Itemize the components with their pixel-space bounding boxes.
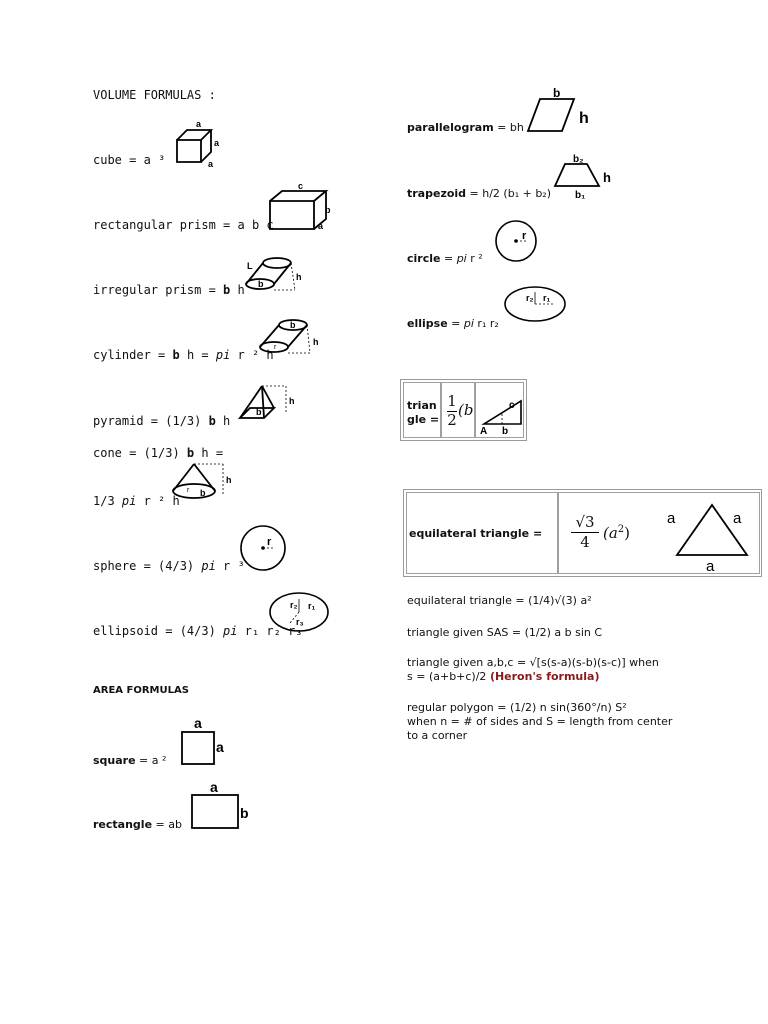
triangle-frac-tail: (b [458,401,474,419]
circle-diagram [493,220,543,265]
pyramid-label-h: h [289,396,295,406]
cube-label-side: a [214,138,220,148]
square-formula [93,754,166,767]
triangle-frac-num: 1 [447,392,457,410]
equilateral-diagram [667,497,759,575]
cone-label-r: r [187,487,190,494]
triangle-table [400,379,527,441]
parallelogram-formula-text: = bh [493,121,524,134]
circle-formula-post: r ² [466,252,483,265]
triangle-label-1: trian [407,399,437,412]
triangle-label-A: A [480,426,488,437]
ellipse-diagram [503,284,571,329]
rect-prism-diagram [265,183,340,235]
ellipse-pi: pi [463,317,474,330]
equilateral-exp: 2 [617,524,625,535]
pyramid-prefix: pyramid = (1/3) [93,414,209,428]
sphere-label-r: r [267,536,272,548]
rect-prism-label-b: b [325,205,331,215]
irregular-prism-prefix: irregular prism = [93,283,224,297]
circle-label: circle [407,252,441,265]
parallelogram-formula [407,121,524,134]
cone-suffix: h = [194,446,224,460]
ellipsoid-prefix: ellipsoid = (4/3) [93,624,224,638]
trapezoid-label: trapezoid [407,187,467,200]
ellipsoid-pi: pi [223,624,238,638]
triangle-diagram [476,383,523,437]
ellipse-label-r1: r₁ [543,293,551,303]
triangle-fraction [447,393,457,428]
square-label: square [93,754,136,767]
square-label-top: a [194,715,202,731]
cone2-pi: pi [121,494,137,508]
ellipsoid-diagram [268,591,333,636]
irregular-prism-label-L: L [247,261,253,271]
equilateral-tail [603,524,630,542]
equilateral-close: ) [624,524,631,542]
triangle-label-2: gle = [407,413,440,426]
cylinder-mid: h = [179,348,216,362]
equilateral-formula-cell [558,492,760,574]
ellipse-label: ellipse [407,317,448,330]
cone-diagram [170,462,245,504]
parallelogram-label-h: h [579,110,589,127]
sphere-prefix: sphere = (4/3) [93,559,202,573]
circle-formula-pre: = [440,252,457,265]
equilateral-label-bottom: a [706,558,715,575]
rectangle-label-side: b [240,805,249,821]
cylinder-b: b [172,348,180,362]
cube-label-top: a [196,119,202,129]
sas-text: triangle given SAS = (1/2) a b sin C [407,626,603,639]
trapezoid-formula [407,187,551,200]
rectangle-label: rectangle [93,818,153,831]
cylinder-label-h: h [313,337,319,347]
square-formula-text: = a ² [135,754,167,767]
ellipse-label-r2: r₂ [526,293,534,303]
sphere-diagram [238,524,288,574]
equilateral-table [403,489,762,577]
equilateral-fraction [571,513,599,551]
triangle-label-cell [403,382,441,438]
irregular-prism-suffix: h [230,283,245,297]
ellipsoid-label-r1: r₁ [308,601,316,611]
cube-formula: cube = a ³ [93,153,166,167]
rectangle-label-top: a [210,779,218,795]
herons-formula-label: (Heron's formula) [489,670,600,683]
sphere-formula [93,559,245,573]
cone-label-h: h [226,475,232,485]
trapezoid-label-b1: b₁ [575,190,586,201]
sphere-pi: pi [201,559,216,573]
square-label-side: a [216,739,224,755]
heron-line-1: triangle given a,b,c = √[s(s-a)(s-b)(s-c)] when [407,656,659,669]
rectangle-diagram [190,779,260,834]
rect-prism-label-c: c [298,181,304,191]
triangle-formula-cell [441,382,475,438]
ellipsoid-label-r2: r₂ [290,600,298,610]
cube-label-bottom: a [208,159,214,169]
cone-prefix: cone = (1/3) [93,446,187,460]
trapezoid-formula-text: = h/2 (b₁ + b₂) [466,187,552,200]
pyramid-formula [93,414,230,428]
cylinder-suffix: r ² h [230,348,274,362]
equilateral-label: equilateral triangle = [409,527,543,540]
trapezoid-label-b2: b₂ [573,154,584,165]
cone-label-b: b [200,488,206,498]
irregular-prism-diagram [243,252,313,300]
rect-prism-label-a: a [318,221,324,231]
heron-line-2-pre: s = (a+b+c)/2 [407,670,490,683]
rectangle-formula [93,818,182,831]
equilateral-text: equilateral triangle = (1/4)√(3) a² [407,594,592,607]
circle-pi: pi [456,252,467,265]
circle-label-r: r [522,230,527,242]
cone-b: b [186,446,195,460]
equilateral-den: 4 [571,532,599,551]
heron-line-2 [407,670,599,683]
cone2-prefix: 1/3 [93,494,122,508]
irregular-prism-label-b: b [258,279,264,289]
square-diagram [178,714,238,769]
equilateral-label-cell [406,492,558,574]
triangle-label [407,399,439,427]
cube-diagram [170,118,230,170]
irregular-prism-label-h: h [296,272,302,282]
ellipsoid-label-r3: r₃ [296,617,304,627]
area-heading: AREA FORMULAS [93,685,189,696]
sphere-suffix: r ³ [215,559,245,573]
cylinder-formula [93,348,274,362]
cylinder-diagram [255,317,325,362]
cylinder-prefix: cylinder = [93,348,173,362]
triangle-label-b: b [502,426,509,437]
ellipse-formula [407,317,499,330]
polygon-line-3: to a corner [407,729,468,742]
rectangle-formula-text: = ab [152,818,182,831]
cone-formula [93,446,223,460]
cone2-suffix: r ² h [136,494,180,508]
pyramid-diagram [236,384,301,424]
circle-formula [407,252,483,265]
parallelogram-label: parallelogram [407,121,494,134]
cylinder-label-r: r [274,344,277,351]
cylinder-pi: pi [215,348,231,362]
ellipse-formula-post: r₁ r₂ [473,317,499,330]
equilateral-label-left: a [667,510,676,527]
equilateral-tail-text: (a [603,524,618,542]
irregular-prism-formula [93,283,245,297]
triangle-frac-den: 2 [447,411,457,429]
pyramid-label-b: b [256,407,262,417]
pyramid-suffix: h [215,414,231,428]
parallelogram-label-b: b [553,86,561,100]
polygon-line-2: when n = # of sides and S = length from center [407,715,673,728]
equilateral-sqrt: √3 [575,513,595,531]
triangle-diagram-cell [475,382,524,438]
ellipsoid-suffix: r₁ r₂ r₃ [237,624,303,638]
irregular-prism-b: b [223,283,231,297]
ellipse-formula-pre: = [447,317,464,330]
parallelogram-diagram [526,86,596,136]
polygon-line-1: regular polygon = (1/2) n sin(360°/n) S² [407,701,627,714]
equilateral-label-right: a [733,510,742,527]
triangle-label-c: c [509,400,515,411]
pyramid-b: b [208,414,216,428]
trapezoid-diagram [553,152,623,202]
cone-formula-2 [93,494,180,508]
rect-prism-formula: rectangular prism = a b c [93,218,274,232]
volume-heading: VOLUME FORMULAS : [93,88,216,102]
trapezoid-label-h: h [603,170,611,185]
cylinder-label-b: b [290,320,296,330]
